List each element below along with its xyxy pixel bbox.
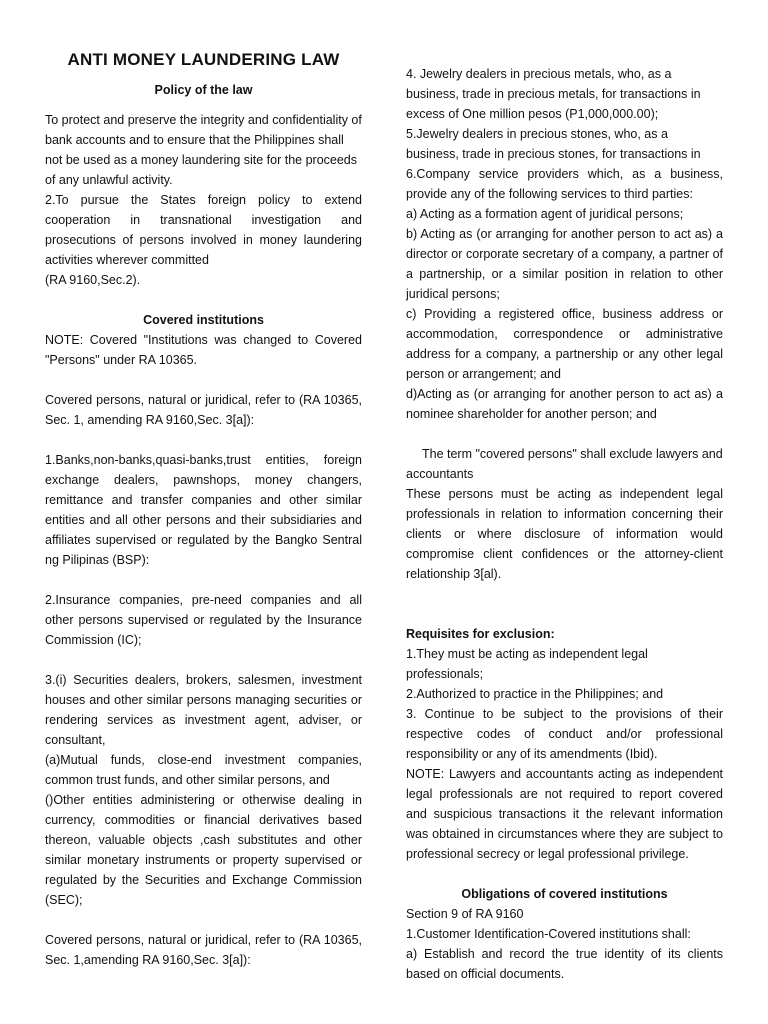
covered-item-6b: b) Acting as (or arranging for another person to act as) a director or corporate secretary of a company, a partner of a partnership, or a similar position in relation to other juridical persons; (406, 227, 723, 301)
covered-item-3: 3.(i) Securities dealers, brokers, salesmen, investment houses and other similar persons managing securities or rendering services as investment agent, adviser, or consultant, (45, 673, 362, 747)
covered-heading: Covered institutions (143, 313, 264, 327)
covered-item-4: 4. Jewelry dealers in precious metals, who, as a business, trade in precious metals, for transactions in excess of One million pesos (P1,000,000.00); (406, 67, 701, 121)
requisite-3: 3. Continue to be subject to the provisions of their respective codes of conduct and/or professional responsibility or any of its amendments (Ibid). (406, 707, 723, 761)
covered-note: NOTE: Covered "Institutions was changed to Covered "Persons" under RA 10365. (45, 333, 362, 367)
requisite-note: NOTE: Lawyers and accountants acting as independent legal professionals are not required to report covered and suspicious transactions it the relevant information was obtained in circumstances where they are subject to professional secrecy or legal professional privilege. (406, 767, 723, 861)
covered-item-2: 2.Insurance companies, pre-need companies and all other persons supervised or regulated by the Insurance Commission (IC); (45, 593, 362, 647)
exclusion-paragraph-2: These persons must be acting as independent legal professionals in relation to information concerning their clients or where disclosure of information would compromise client confidences or the attorney-client relationship 3[al). (406, 487, 723, 581)
covered-item-1: 1.Banks,non-banks,quasi-banks,trust entities, foreign exchange dealers, pawnshops, money changers, remittance and transfer companies and other similar entities and all other persons and their subsidiaries and affiliates supervised or regulated by the Bangko Sentral ng Pilipinas (BSP): (45, 453, 362, 567)
exclusion-paragraph-1: The term "covered persons" shall exclude lawyers and accountants (406, 447, 723, 481)
right-column (406, 0, 723, 984)
obligations-heading: Obligations of covered institutions (461, 887, 668, 901)
obligations-section: Section 9 of RA 9160 (406, 907, 524, 921)
requisite-1: 1.They must be acting as independent legal professionals; (406, 647, 648, 681)
policy-reference: (RA 9160,Sec.2). (45, 273, 141, 287)
policy-paragraph-1: To protect and preserve the integrity and confidentiality of bank accounts and to ensure that the Philippines shall not be used as a money laundering site for the proceeds of any unlawful activity. (45, 113, 362, 187)
requisites-heading: Requisites for exclusion: (406, 627, 555, 641)
left-column (45, 0, 362, 970)
covered-item-3a: (a)Mutual funds, close-end investment companies, common trust funds, and other similar persons, and (45, 753, 362, 787)
obligations-item-1a: a) Establish and record the true identity of its clients based on official documents. (406, 947, 723, 981)
covered-item-6a: a) Acting as a formation agent of juridical persons; (406, 207, 684, 221)
covered-item-6: 6.Company service providers which, as a business, provide any of the following services to third parties: (406, 167, 723, 201)
policy-heading: Policy of the law (154, 83, 253, 97)
requisite-2: 2.Authorized to practice in the Philippines; and (406, 687, 664, 701)
document-title: ANTI MONEY LAUNDERING LAW (67, 50, 340, 69)
covered-item-5: 5.Jewelry dealers in precious stones, who, as a business, trade in precious stones, for transactions in (406, 127, 701, 161)
obligations-item-1: 1.Customer Identification-Covered institutions shall: (406, 927, 691, 941)
covered-definition-1: Covered persons, natural or juridical, refer to (RA 10365, Sec. 1, amending RA 9160,Sec. 3[a]): (45, 393, 362, 427)
covered-item-3b: ()Other entities administering or otherwise dealing in currency, commodities or financial derivatives based thereon, valuable objects ,cash substitutes and other similar monetary instruments or property supervised or regulated by the Securities and Exchange Commission (SEC); (45, 793, 362, 907)
covered-item-6d: d)Acting as (or arranging for another person to act as) a nominee shareholder for another person; and (406, 387, 723, 421)
covered-item-6c: c) Providing a registered office, business address or accommodation, correspondence or administrative address for a company, a partnership or any other legal person or arrangement; and (406, 307, 723, 381)
covered-definition-2: Covered persons, natural or juridical, refer to (RA 10365, Sec. 1,amending RA 9160,Sec. 3[a]): (45, 933, 362, 967)
policy-paragraph-2: 2.To pursue the States foreign policy to extend cooperation in transnational investigation and prosecutions of persons involved in money laundering activities wherever committed (45, 193, 362, 267)
